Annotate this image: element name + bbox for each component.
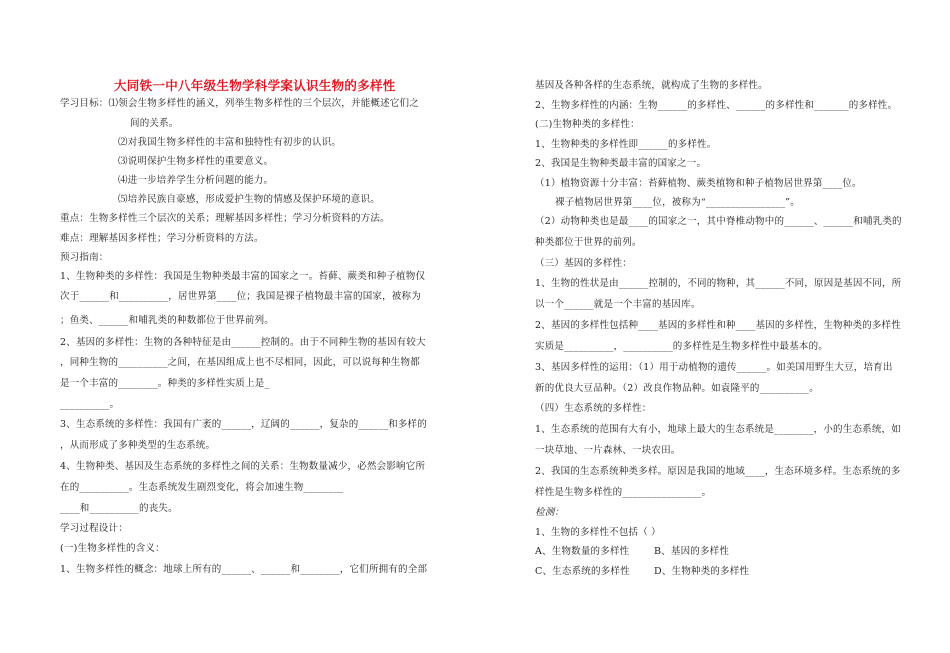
text-line: 重点：生物多样性三个层次的关系；理解基因多样性；学习分析资料的方法。 (60, 213, 390, 224)
text-line: ⑸培养民族自豪感，形成爱护生物的情感及保护环境的意识。 (118, 194, 380, 205)
text-line: 在的__________。生态系统发生剧烈变化，将会加速生物________ (60, 482, 344, 493)
option-a: A、生物数量的多样性 (535, 546, 630, 557)
text-line: (一)生物多样性的含义： (60, 543, 165, 554)
text-line: ____和__________的丧失。 (60, 503, 178, 514)
text-line: 2、基因的多样性：生物的各种特征是由______控制的。由于不同种生物的基因有较大 (60, 337, 426, 348)
text-line: 间的关系。 (130, 118, 179, 129)
text-line: 裸子植物居世界第____位，被称为“________________”。 (555, 197, 800, 208)
text-line: (二)生物种类的多样性： (535, 119, 640, 130)
text-line: 4、生物种类、基因及生态系统的多样性之间的关系：生物数量减少，必然会影响它所 (60, 461, 426, 472)
text-line: 基因及各种各样的生态系统，就构成了生物的多样性。 (535, 80, 768, 91)
text-line: 预习指南： (60, 252, 109, 263)
text-line: 学习过程设计： (60, 523, 128, 534)
text-line: __________。 (60, 399, 120, 410)
option-c: C、生态系统的多样性 (535, 566, 630, 577)
section-heading: 检测： (535, 507, 565, 518)
text-line: 3、生态系统的多样性：我国有广袤的______，辽阔的______，复杂的______和多样的 (60, 419, 427, 430)
text-line: （三）基因的多样性： (535, 258, 633, 269)
option-b: B、基因的多样性 (654, 546, 730, 557)
text-line: 3、基因多样性的运用：（1）用于动植物的遗传______。如美国用野生大豆，培育出 (535, 362, 893, 373)
text-line: 难点：理解基因多样性；学习分析资料的方法。 (60, 233, 264, 244)
text-line: （四）生态系统的多样性： (535, 403, 652, 414)
text-line: 1、生态系统的范围有大有小，地球上最大的生态系统是________，小的生态系统，如 (535, 424, 901, 435)
text-line: 1、生物种类的多样性即______的多样性。 (535, 139, 717, 150)
text-line: ，从而形成了多种类型的生态系统。 (60, 440, 216, 451)
text-line: 是一个丰富的________。种类的多样性实质上是_ (60, 378, 270, 389)
text-line: （2）动物种类也是最____的国家之一，其中脊椎动物中的______、______和哺乳类的 (535, 216, 902, 227)
option-d: D、生物种类的多样性 (654, 566, 750, 577)
text-line: （1）植物资源十分丰富：苔藓植物、蕨类植物和种子植物居世界第____位。 (535, 178, 862, 189)
text-line: ，同种生物的__________之间，在基因组成上也不尽相同，因此，可以说每种生物都 (60, 357, 420, 368)
page-title: 大同铁一中八年级生物学科学案认识生物的多样性 (114, 78, 396, 93)
text-line: ⑷进一步培养学生分析问题的能力。 (118, 175, 274, 186)
text-line: 1、生物的性状是由______控制的，不同的物种，其______不同，原因是基因不同，所 (535, 278, 902, 289)
text-line: 实质是__________，__________的多样性是生物多样性中最基本的。 (535, 341, 829, 352)
text-line: 新的优良大豆品种。（2）改良作物品种。如袁隆平的__________。 (535, 383, 819, 394)
text-line: 样性是生物多样性的________________。 (535, 487, 712, 498)
text-line: ；鱼类、______和哺乳类的种数都位于世界前列。 (60, 315, 275, 326)
text-line: 1、生物种类的多样性：我国是生物种类最丰富的国家之一。苔藓、蕨类和种子植物仅 (60, 271, 426, 282)
text-line: 2、我国的生态系统种类多样。原因是我国的地域____，生态环境多样。生态系统的多 (535, 466, 901, 477)
text-line: 学习目标：⑴领会生物多样性的涵义，列举生物多样性的三个层次，并能概述它们之 (60, 98, 419, 109)
text-line: ⑵对我国生物多样性的丰富和独特性有初步的认识。 (118, 137, 342, 148)
text-line: ⑶说明保护生物多样性的重要意义。 (118, 156, 274, 167)
text-line: 2、基因的多样性包括种____基因的多样性和种____基因的多样性，生物种类的多样性 (535, 320, 901, 331)
text-line: 2、我国是生物种类最丰富的国家之一。 (535, 158, 707, 169)
question-line: 1、生物的多样性不包括（ ） (535, 527, 661, 538)
text-line: 种类都位于世界的前列。 (535, 237, 642, 248)
text-line: 一块草地、一片森林、一块农田。 (535, 445, 681, 456)
text-line: 以一个______就是一个丰富的基因库。 (535, 299, 701, 310)
text-line: 次于______和__________，居世界第____位；我国是裸子植物最丰富的国家，被称为 (60, 291, 421, 302)
text-line: 1、生物多样性的概念：地球上所有的______、______和________，它们所拥有的全部 (60, 564, 428, 575)
text-line: 2、生物多样性的内涵：生物______的多样性、______的多样性和_______的多样性。 (535, 100, 898, 111)
